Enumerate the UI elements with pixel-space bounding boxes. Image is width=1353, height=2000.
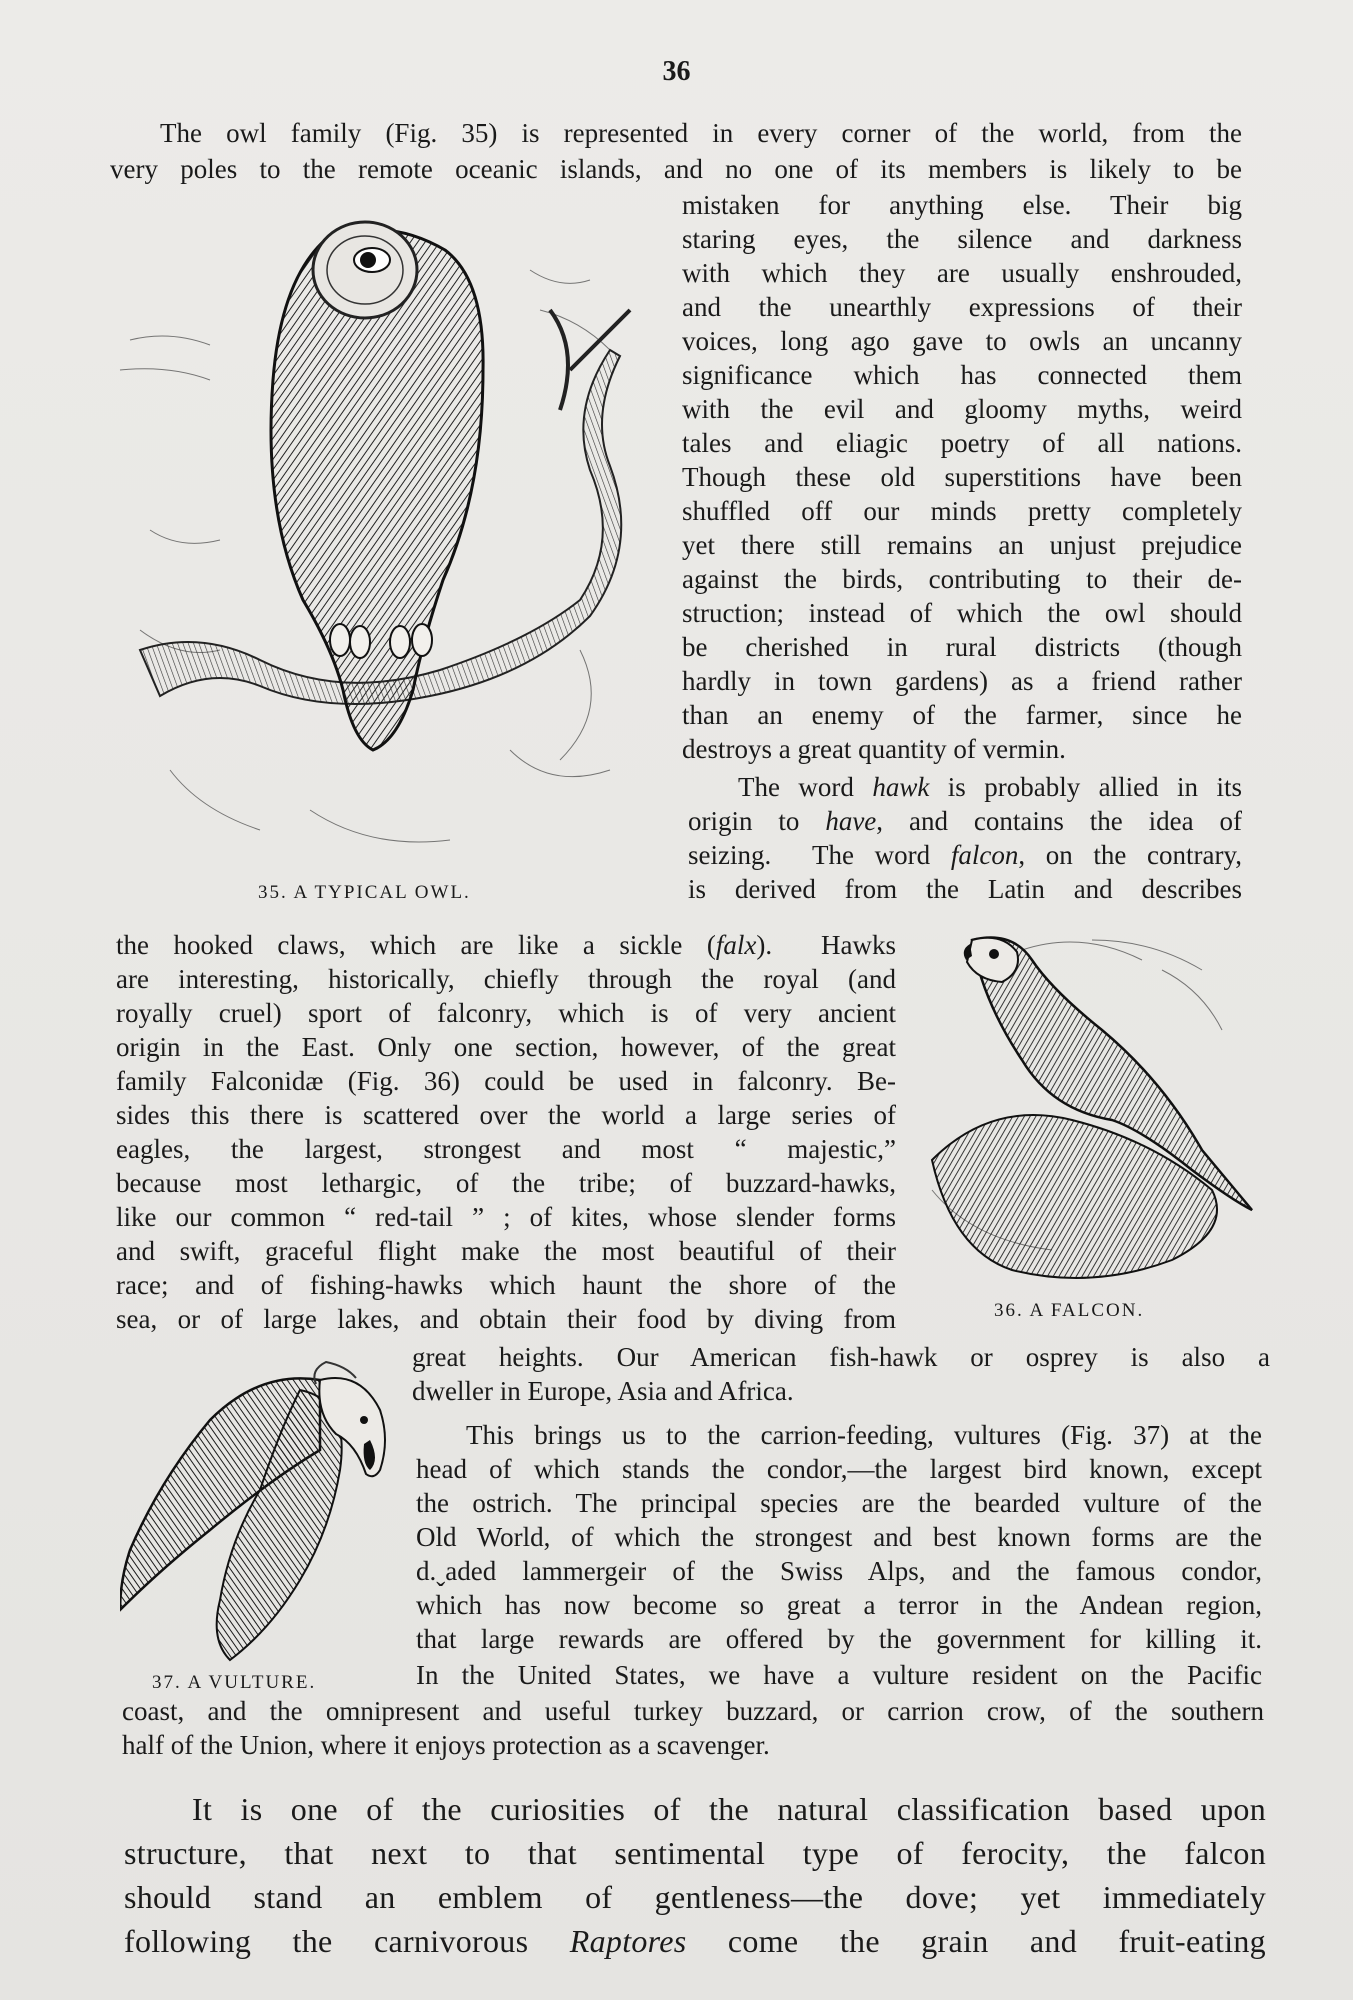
text-line: voices, long ago gave to owls an uncanny bbox=[682, 326, 1242, 356]
text-line: following the carnivorous Raptores come the grain and fruit-eating bbox=[124, 1923, 1266, 1959]
text-line: half of the Union, where it enjoys protection as a scavenger. bbox=[122, 1730, 770, 1760]
text-line: origin in the East. Only one section, however, of the great bbox=[116, 1032, 896, 1062]
vulture-illustration bbox=[120, 1360, 400, 1670]
text-line: The word hawk is probably allied in its bbox=[738, 772, 1242, 802]
text-line: It is one of the curiosities of the natural classification based upon bbox=[192, 1791, 1266, 1827]
text-line: that large rewards are offered by the government for killing it. bbox=[416, 1624, 1262, 1654]
text-line: with the evil and gloomy myths, weird bbox=[682, 394, 1242, 424]
text-line: the ostrich. The principal species are the bearded vulture of the bbox=[416, 1488, 1262, 1518]
text-line: the hooked claws, which are like a sickle (falx). Hawks bbox=[116, 930, 896, 960]
text-line: staring eyes, the silence and darkness bbox=[682, 224, 1242, 254]
page-number: 36 bbox=[662, 56, 691, 87]
text-line: coast, and the omnipresent and useful turkey buzzard, or carrion crow, of the southern bbox=[122, 1696, 1264, 1726]
text-line: is derived from the Latin and describes bbox=[688, 874, 1242, 904]
caption-figure-35: 35. A TYPICAL OWL. bbox=[258, 882, 471, 903]
text-line: very poles to the remote oceanic islands, and no one of its members is likely to be bbox=[110, 154, 1242, 184]
caption-figure-37: 37. A VULTURE. bbox=[152, 1672, 317, 1693]
text-line: d.ˬaded lammergeir of the Swiss Alps, and the famous condor, bbox=[416, 1556, 1262, 1586]
text-line: Old World, of which the strongest and best known forms are the bbox=[416, 1522, 1262, 1552]
text-line: because most lethargic, of the tribe; of buzzard-hawks, bbox=[116, 1168, 896, 1198]
text-line: family Falconidæ (Fig. 36) could be used in falconry. Be- bbox=[116, 1066, 896, 1096]
text-line: royally cruel) sport of falconry, which is of very ancient bbox=[116, 998, 896, 1028]
text-line: eagles, the largest, strongest and most “ majestic,” bbox=[116, 1134, 896, 1164]
italic-word: falx bbox=[715, 930, 757, 960]
text-line: destroys a great quantity of vermin. bbox=[682, 734, 1066, 764]
text-line: yet there still remains an unjust prejudice bbox=[682, 530, 1242, 560]
text-line: shuffled off our minds pretty completely bbox=[682, 496, 1242, 526]
text-line: sea, or of large lakes, and obtain their food by diving from bbox=[116, 1304, 896, 1334]
text-line: should stand an emblem of gentleness—the dove; yet immediately bbox=[124, 1879, 1266, 1915]
text-line: The owl family (Fig. 35) is represented in every corner of the world, from the bbox=[160, 118, 1242, 148]
text-line: This brings us to the carrion-feeding, vultures (Fig. 37) at the bbox=[466, 1420, 1262, 1450]
text-line: which has now become so great a terror in the Andean region, bbox=[416, 1590, 1262, 1620]
text-line: significance which has connected them bbox=[682, 360, 1242, 390]
text-line: origin to have, and contains the idea of bbox=[688, 806, 1242, 836]
text-line: seizing. The word falcon, on the contrary, bbox=[688, 840, 1242, 870]
italic-word: falcon bbox=[950, 840, 1019, 870]
text-line: are interesting, historically, chiefly through the royal (and bbox=[116, 964, 896, 994]
text-line: hardly in town gardens) as a friend rather bbox=[682, 666, 1242, 696]
text-line: struction; instead of which the owl should bbox=[682, 598, 1242, 628]
text-line: than an enemy of the farmer, since he bbox=[682, 700, 1242, 730]
text-line: structure, that next to that sentimental type of ferocity, the falcon bbox=[124, 1835, 1266, 1871]
text-line: like our common “ red-tail ” ; of kites, whose slender forms bbox=[116, 1202, 896, 1232]
text-line: with which they are usually enshrouded, bbox=[682, 258, 1242, 288]
owl-illustration bbox=[110, 210, 670, 870]
text-line: be cherished in rural districts (though bbox=[682, 632, 1242, 662]
text-line: race; and of fishing-hawks which haunt the shore of the bbox=[116, 1270, 896, 1300]
text-line: tales and eliagic poetry of all nations. bbox=[682, 428, 1242, 458]
caption-figure-36: 36. A FALCON. bbox=[994, 1300, 1145, 1321]
italic-word: hawk bbox=[872, 772, 930, 802]
text-line: In the United States, we have a vulture resident on the Pacific bbox=[416, 1660, 1262, 1690]
text-line: dweller in Europe, Asia and Africa. bbox=[412, 1376, 794, 1406]
italic-word: Raptores bbox=[569, 1923, 687, 1959]
text-line: and swift, graceful flight make the most beautiful of their bbox=[116, 1236, 896, 1266]
italic-word: have bbox=[825, 806, 877, 836]
text-line: Though these old superstitions have been bbox=[682, 462, 1242, 492]
text-line: head of which stands the condor,—the largest bird known, except bbox=[416, 1454, 1262, 1484]
falcon-illustration bbox=[912, 930, 1262, 1290]
text-line: great heights. Our American fish-hawk or osprey is also a bbox=[412, 1342, 1270, 1372]
text-line: sides this there is scattered over the world a large series of bbox=[116, 1100, 896, 1130]
text-line: and the unearthly expressions of their bbox=[682, 292, 1242, 322]
text-line: against the birds, contributing to their de- bbox=[682, 564, 1242, 594]
text-line: mistaken for anything else. Their big bbox=[682, 190, 1242, 220]
